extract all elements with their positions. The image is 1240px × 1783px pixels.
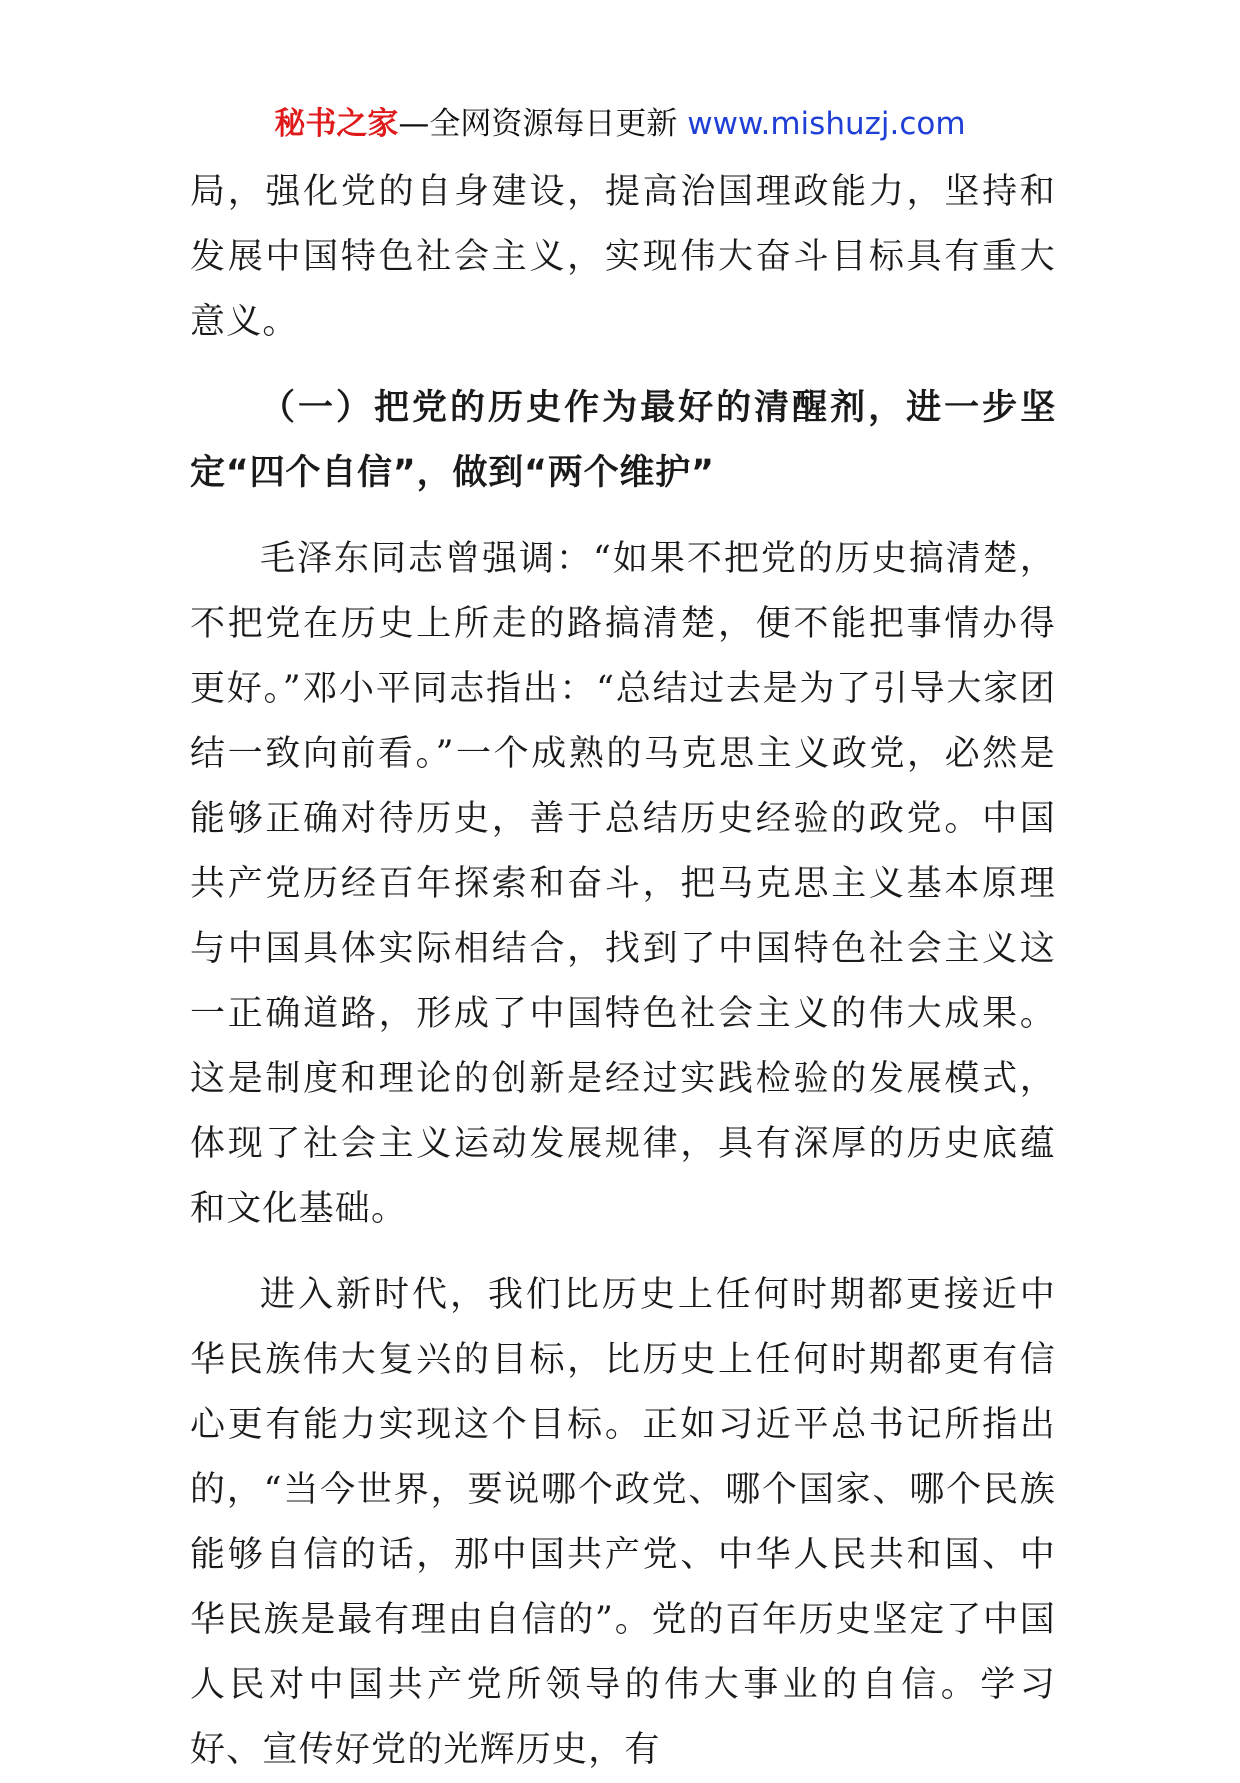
site-header <box>0 98 1240 150</box>
header-tagline: —全网资源每日更新 <box>398 106 678 142</box>
body-paragraph: 毛泽东同志曾强调：“如果不把党的历史搞清楚，不把党在历史上所走的路搞清楚，便不能把事情办得更好。”邓小平同志指出：“总结过去是为了引导大家团结一致向前看。”一个成熟的马克思主义政党，必然是能够正确对待历史，善于总结历史经验的政党。中国共产党历经百年探索和奋斗，把马克思主义基本原理与中国具体实际相结合，找到了中国特色社会主义这一正确道路，形成了中国特色社会主义的伟大成果。这是制度和理论的创新是经过实践检验的发展模式，体现了社会主义运动发展规律，具有深厚的历史底蕴和文化基础。 <box>190 539 1056 1229</box>
body-paragraph: 进入新时代，我们比历史上任何时期都更接近中华民族伟大复兴的目标，比历史上任何时期都更有信心更有能力实现这个目标。正如习近平总书记所指出的，“当今世界，要说哪个政党、哪个国家、哪个民族能够自信的话，那中国共产党、中华人民共和国、中华民族是最有理由自信的”。党的百年历史坚定了中国人民对中国共产党所领导的伟大事业的自信。学习好、宣传好党的光辉历史，有 <box>190 1275 1056 1770</box>
site-url-link[interactable]: www.mishuzj.com <box>687 106 966 142</box>
brand-name: 秘书之家 <box>274 106 399 142</box>
document-body <box>190 160 1056 1783</box>
intro-paragraph: 局，强化党的自身建设，提高治国理政能力，坚持和发展中国特色社会主义，实现伟大奋斗目标具有重大意义。 <box>190 172 1056 342</box>
section-heading: （一）把党的历史作为最好的清醒剂，进一步坚定“四个自信”，做到“两个维护” <box>190 388 1056 493</box>
